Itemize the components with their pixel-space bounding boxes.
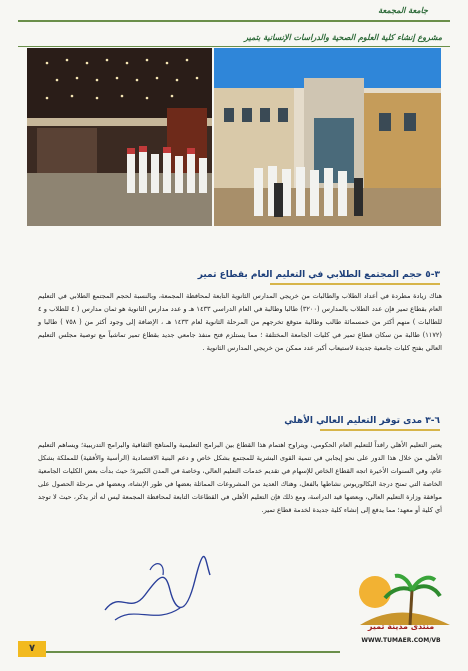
logo-text: منتدى مدينة تمير (367, 622, 435, 631)
section-heading-student-population: ٣-٥ حجم المجتمع الطلابي في التعليم العام بقطاع تمير (197, 270, 440, 280)
paragraph-student-population: هناك زيادة مطردة في أعداد الطلاب والطالبات من خريجي المدارس الثانوية التابعة لمحافظة المجمعة، وبالنسبة لحجم المجتمع الطلابي في التعليم العام بقطاع تمير فإن عدد الطلاب بالمدارس (٣٢٠٠) طالبا وطالبة في العام الدراسي ١٤٣٣ هـ و عدد مدارس الثانوية هو ثمان مدارس ( ٤ للطلاب و ٤ للطالبات ) منهم أكثر من خمسمائة طالب وطالبة متوقع تخرجهم من المرحلة الثانوية لعام ١٤٣٣ هـ ، الإضافة إلى وجود أكثر من ( ٧٥٨ ) طالبا و (١١٧٢) طالبة من سكان قطاع تمير في كليات الجامعة المختلفة ؛ مما يستلزم فتح منفذ جامعي جديد بقطاع تمير تماشياً مع توصية مجلس التعليم العالي بفتح كليات جامعية جديدة لاستيعاب أكبر عدد ممكن من خريجي المدارس الثانوية . (38, 292, 443, 352)
project-title: مشروع إنشاء كلية العلوم الصحية والدراسات الإنسانية بتمير (244, 33, 442, 42)
photos (27, 48, 441, 226)
section-heading-private-education: ٦-٣ مدى توفر التعليم العالي الأهلي (284, 416, 440, 426)
interior-hall-photo (27, 48, 212, 226)
footer-rule (46, 651, 340, 653)
handwritten-signature (95, 550, 215, 628)
logo-url: WWW.TUMAER.COM/VB (361, 637, 441, 644)
header-rule (18, 20, 450, 22)
title-rule (18, 46, 450, 47)
university-name: جامعة المجمعة (378, 6, 428, 15)
forum-logo (340, 570, 460, 630)
heading-underline (320, 429, 440, 431)
page-number: ٧ (18, 641, 46, 657)
building-exterior-photo (214, 48, 441, 226)
paragraph-private-education: يعتبر التعليم الأهلي رافداً للتعليم العام الحكومي، ويتراوح اهتمام هذا القطاع بين البرامج التعليمية والمناهج الثقافية والبرامج التدريبية؛ ويساهم التعليم الأهلي من خلال هذا الدور على نحو إيجابي في تنمية القوى البشرية للمجتمع بشكل خاص و دعم البنية الاقتصادية (الرأسية والأفقية) للمملكة بشكل عام، وفي السنوات الأخيرة اتجه القطاع الخاص للإسهام في تقديم خدمات التعليم العالي، وخاصة في المدن الكبيرة؛ حيث بدأت بعض الكليات الجامعية الخاصة التي تمنح درجة البكالوريوس نشاطها بالفعل، وهناك العديد من المشروعات المماثلة بعضها في طور الإنشاء، وبعضها في مرحلة الحصول على موافقة وزارة التعليم العالي، وبعضها قيد الدراسة، ومع ذلك فإن التعليم الأهلي في القطاعات التابعة لمحافظة المجمعة ليس له أثر يذكر، حيث لا توجد أي كلية أو معهد؛ مما يدفع إلى إنشاء كلية جديدة لخدمة قطاع تمير. (38, 441, 442, 514)
heading-underline (270, 283, 440, 285)
